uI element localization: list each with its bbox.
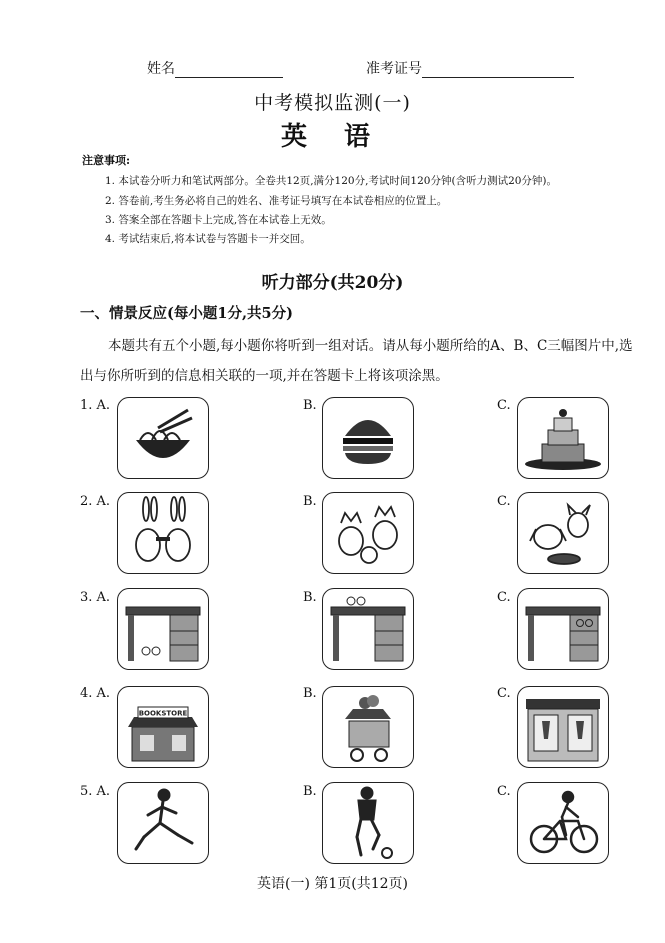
glasses-under-desk-icon — [117, 588, 209, 670]
subject-title: 英 语 — [280, 122, 385, 152]
page-footer: 英语(一) 第1页(共12页) — [256, 876, 409, 892]
option-c-label: C. — [497, 784, 511, 799]
question-label: 4. A. — [80, 686, 111, 701]
name-blank — [175, 63, 283, 78]
option-c-label: C. — [497, 590, 511, 605]
name-label: 姓名 — [147, 61, 175, 77]
noodles-icon — [117, 397, 209, 479]
option-b-label: B. — [303, 398, 317, 413]
exam-no-blank — [422, 63, 574, 78]
option-b-label: B. — [303, 590, 317, 605]
cake-icon — [517, 397, 609, 479]
rabbits-icon — [117, 492, 209, 574]
notice-heading: 注意事项: — [82, 154, 131, 167]
running-icon — [117, 782, 209, 864]
hamburger-icon — [322, 397, 414, 479]
question-label: 3. A. — [80, 590, 111, 605]
option-b-label: B. — [303, 686, 317, 701]
bookstore-sign: BOOKSTORE — [138, 709, 188, 718]
ice-cream-cart-icon — [322, 686, 414, 768]
question-label: 2. A. — [80, 494, 111, 509]
option-c-label: C. — [497, 494, 511, 509]
option-b-label: B. — [303, 784, 317, 799]
question-label: 1. A. — [80, 398, 111, 413]
notice-item: 1. 本试卷分听力和笔试两部分。全卷共12页,满分120分,考试时间120分钟(含听力测试20分钟)。 — [105, 175, 558, 187]
clothes-shop-icon — [517, 686, 609, 768]
cats-icon — [322, 492, 414, 574]
exam-title: 中考模拟监测(一) — [254, 92, 411, 114]
option-c-label: C. — [497, 398, 511, 413]
exam-no-field — [366, 58, 574, 78]
instructions-line: 出与你所听到的信息相关联的一项,并在答题卡上将该项涂黑。 — [80, 368, 449, 384]
notice-item: 3. 答案全部在答题卡上完成,答在本试卷上无效。 — [105, 214, 332, 226]
cycling-icon — [517, 782, 609, 864]
question-label: 5. A. — [80, 784, 111, 799]
section-title: 听力部分(共20分) — [261, 273, 404, 293]
notice-item: 2. 答卷前,考生务必将自己的姓名、准考证号填写在本试卷相应的位置上。 — [105, 195, 448, 207]
exam-no-label: 准考证号 — [366, 61, 422, 77]
instructions-line: 本题共有五个小题,每小题你将听到一组对话。请从每小题所给的A、B、C三幅图片中,选 — [108, 338, 633, 354]
notice-item: 4. 考试结束后,将本试卷与答题卡一并交回。 — [105, 233, 311, 245]
football-icon — [322, 782, 414, 864]
glasses-in-desk-icon — [517, 588, 609, 670]
bookstore-icon — [117, 686, 209, 768]
glasses-on-desk-icon — [322, 588, 414, 670]
part-title: 一、情景反应(每小题1分,共5分) — [80, 305, 293, 322]
dogs-icon — [517, 492, 609, 574]
option-c-label: C. — [497, 686, 511, 701]
option-b-label: B. — [303, 494, 317, 509]
name-field — [147, 58, 283, 78]
